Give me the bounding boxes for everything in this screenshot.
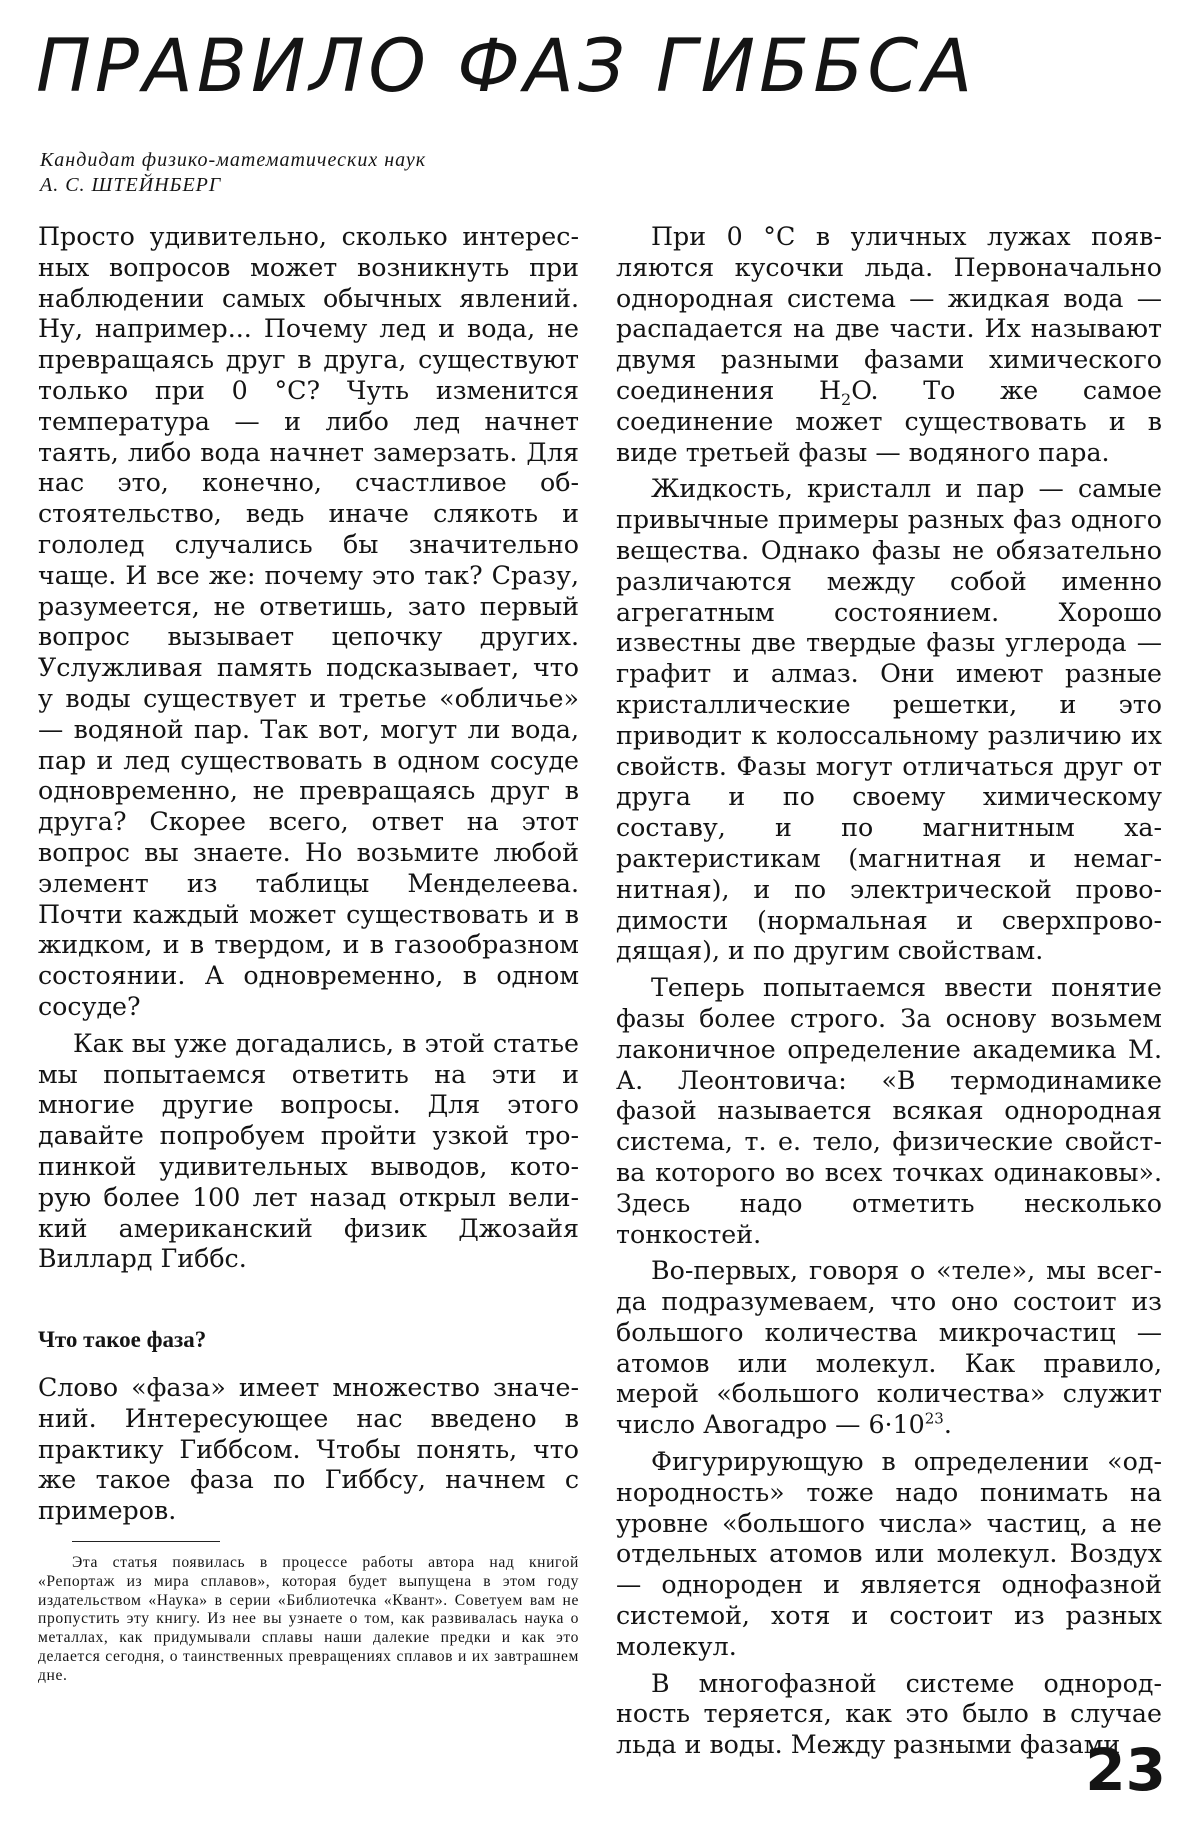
- paragraph: Теперь попытаемся ввести понятие фазы более строго. За основу возьмем лаконичное определение академика М. А. Леонтовича: «В термодинамике фазой называется всякая однородная система, т. е. тело, физические свойства которого во всех точках одинаковы». Здесь надо отметить несколько тонкостей.: [616, 973, 1162, 1249]
- paragraph: Просто удивительно, сколько интересных вопросов может возникнуть при наблюдении самых обычных явлений. Ну, например... Почему лед и вода, не превращаясь друг в друга, существуют только при 0 °С? Чуть изменится температура — и либо лед начнет таять, либо вода начнет замерзать. Для нас это, конечно, счастливое обстоятельство, ведь иначе слякоть и гололед случались бы значительно чаще. И все же: почему это так? Сразу, разумеется, не ответишь, зато первый вопрос вызывает цепочку других. Услужливая память подсказывает, что у воды существует и третье «обличье» — водяной пар. Так вот, могут ли вода, пар и лед существовать в одном сосуде одновременно, не превращаясь друг в друга? Скорее всего, ответ на этот вопрос вы знаете. Но возьмите любой элемент из таблицы Менделеева. Почти каждый может существовать и в жидком, и в твердом, и в газообразном состоянии. А одновременно, в одном сосуде?: [38, 222, 579, 1021]
- paragraph: [616, 1256, 1162, 1441]
- text-run: При 0 °С в уличных лужах появляются кусочки льда. Первоначально однородная система — жидкая вода — распадается на две части. Их называют двумя разными фазами химического соединения H: [616, 222, 1162, 405]
- text-run: O. То же самое соединение может существовать и в виде третьей фазы — водяного пара.: [616, 375, 1162, 467]
- text-run: Во-первых, говоря о «теле», мы всегда подразумеваем, что оно состоит из большого количества микрочастиц — атомов или молекул. Как правило, мерой «большого количества» служит число Авогадро — 6·10: [616, 1256, 1162, 1440]
- paragraph: Жидкость, кристалл и пар — самые привычные примеры разных фаз одного вещества. Однако фазы не обязательно различаются между собой именно агрегатным состоянием. Хорошо известны две твердые фазы углерода — графит и алмаз. Они имеют разные кристаллические решетки, и это приводит к колоссальному различию их свойств. Фазы могут отличаться друг от друга и по своему химическому составу, и по магнитным характеристикам (магнитная и немагнитная), и по электрической проводимости (нормальная и сверхпроводящая), и по другим свойствам.: [616, 474, 1162, 966]
- author-byline: [40, 148, 426, 198]
- left-column: [38, 222, 579, 1686]
- paragraph: [616, 222, 1162, 468]
- author-degree: Кандидат физико-математических наук: [40, 149, 427, 171]
- page-number: 23: [1085, 1736, 1166, 1804]
- section-heading: Что такое фаза?: [38, 1327, 207, 1353]
- paragraph: Фигурирующую в определении «однородность» тоже надо понимать на уровне «большого числа» частиц, а не отдельных атомов или молекул. Воздух — однороден и является однофазной системой, хотя и состоит из разных молекул.: [616, 1447, 1162, 1661]
- footnote-divider: [72, 1541, 220, 1542]
- paragraph: Слово «фаза» имеет множество значений. Интересующее нас введено в практику Гиббсом. Чтобы понять, что же такое фаза по Гиббсу, начнем с примеров.: [38, 1373, 579, 1526]
- footnote: Эта статья появилась в процессе работы автора над книгой «Репортаж из мира сплавов», которая будет выпущена в этом году издательством «Наука» в серии «Библиотечка «Квант». Советуем вам не пропустить эту книгу. Из нее вы узнаете о том, как развивалась наука о металлах, как придумывали сплавы наши далекие предки и как это делается сегодня, о таинственных превращениях сплавов и их завтрашнем дне.: [38, 1554, 579, 1684]
- paragraph: В многофазной системе однородность теряется, как это было в случае льда и воды. Между разными фазами: [616, 1668, 1162, 1760]
- article-title: ПРАВИЛО ФАЗ ГИББСА: [36, 24, 977, 109]
- paragraph: Как вы уже догадались, в этой статье мы попытаемся ответить на эти и многие другие вопросы. Для этого давайте попробуем пройти узкой тропинкой удивительных выводов, которую более 100 лет назад открыл великий американский физик Джозайя Виллард Гиббс.: [38, 1028, 579, 1274]
- subscript: 2: [841, 390, 852, 410]
- author-name: А. С. ШТЕЙНБЕРГ: [40, 174, 222, 196]
- right-column: [616, 222, 1162, 1761]
- superscript: 23: [924, 1409, 944, 1428]
- text-run: .: [943, 1410, 952, 1440]
